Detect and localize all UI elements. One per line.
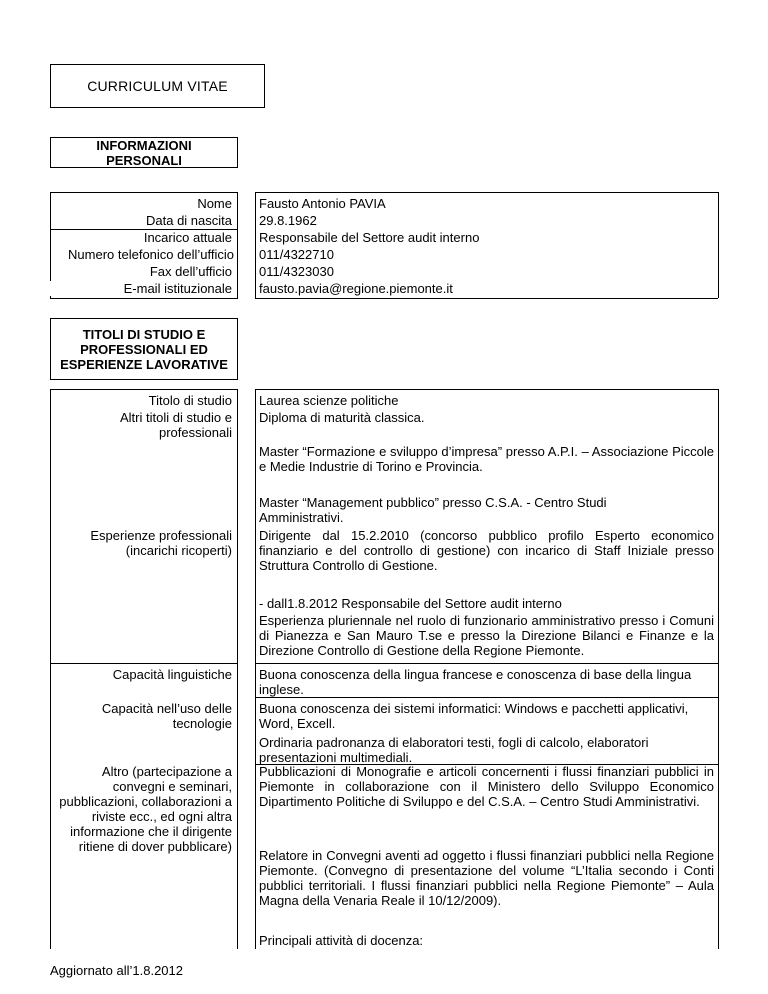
section-personal-text: INFORMAZIONI PERSONALI <box>96 137 192 168</box>
label-altri-titoli: Altri titoli di studio e professionali <box>120 410 232 440</box>
label-titolo: Titolo di studio <box>148 393 232 408</box>
value-incarico: Responsabile del Settore audit interno <box>259 230 480 245</box>
value-nome: Fausto Antonio PAVIA <box>259 196 386 211</box>
label-tecnologie: Capacità nell’uso delle tecnologie <box>101 701 232 731</box>
label-fax: Fax dell’ufficio <box>149 264 232 279</box>
row-divider-lingue-right <box>255 663 718 664</box>
value-email[interactable]: fausto.pavia@regione.piemonte.it <box>259 281 453 296</box>
table-top-left-border <box>50 192 238 193</box>
value-esperienze-3: Esperienza pluriennale nel ruolo di funzionario amministrativo presso i Comuni di Pianezza e San Mauro T.se e presso la Direzione Bilanci e Finanze e la Direzione Controllo di Gestione della Regione Piemonte. <box>259 613 714 658</box>
table-bottom-left-border <box>50 298 238 299</box>
label-altro: Altro (partecipazione a convegni e seminari, pubblicazioni, collaborazioni a riviste ecc., ed ogni altra informazione che il dirigente ritiene di dover pubblicare) <box>59 764 232 854</box>
value-esperienze-1: Dirigente dal 15.2.2010 (concorso pubblico profilo Esperto economico finanziario e del controllo di gestione) con incarico di Staff Iniziale presso Struttura Controllo di Gestione. <box>259 528 714 573</box>
value-lingue: Buona conoscenza della lingua francese e conoscenza di base della lingua inglese. <box>259 667 692 697</box>
row-divider-lingue-left <box>50 663 238 664</box>
value-esperienze-2: - dall1.8.2012 Responsabile del Settore audit interno <box>259 596 562 611</box>
label-incarico: Incarico attuale <box>143 230 232 245</box>
section-personal-header <box>50 137 238 168</box>
table-right-border <box>718 192 719 298</box>
table-mid-left-border <box>237 192 238 298</box>
label-nome: Nome <box>197 196 232 211</box>
table2-right-border <box>718 389 719 949</box>
table2-top-left-border <box>50 389 238 390</box>
value-altro-2: Relatore in Convegni aventi ad oggetto i flussi finanziari pubblici nella Regione Piemonte. (Convegno di presentazione del volume “L’Italia secondo i Conti pubblici territoriali. I flussi finanziari pubblici nella Regione Piemonte” – Aula Magna della Venaria Reale il 10/12/2009). <box>259 848 714 908</box>
section-titles-text: TITOLI DI STUDIO E PROFESSIONALI ED ESPERIENZE LAVORATIVE <box>60 326 228 372</box>
footer-updated: Aggiornato all’1.8.2012 <box>50 963 183 978</box>
table2-mid-left-border <box>237 389 238 949</box>
cv-title-text: CURRICULUM VITAE <box>87 78 228 94</box>
label-esperienze: Esperienze professionali (incarichi ricoperti) <box>90 528 232 558</box>
value-altro-3: Principali attività di docenza: <box>259 933 424 948</box>
label-email: E-mail istituzionale <box>50 281 232 296</box>
value-altri-titoli-1: Diploma di maturità classica. <box>259 410 425 425</box>
cv-title <box>50 64 265 108</box>
value-telefono: 011/4322710 <box>259 247 334 262</box>
value-tecnologie-2: Ordinaria padronanza di elaboratori testi, fogli di calcolo, elaboratori presentazioni multimediali. <box>259 735 649 765</box>
value-altri-titoli-2: Master “Formazione e sviluppo d’impresa” presso A.P.I. – Associazione Piccole e Medie Industrie di Torino e Provincia. <box>259 444 714 474</box>
section-titles-header <box>50 318 238 380</box>
label-lingue: Capacità linguistiche <box>112 667 232 682</box>
table-bottom-right-border <box>255 298 718 299</box>
value-data-nascita: 29.8.1962 <box>259 213 317 228</box>
value-altro-1: Pubblicazioni di Monografie e articoli concernenti i flussi finanziari pubblici in Piemonte in collaborazione con il Ministero dello Sviluppo Economico Dipartimento Politiche di Sviluppo e del C.S.A. – Centro Studi Amministrativi. <box>259 764 714 809</box>
label-telefono: Numero telefonico dell’ufficio <box>68 247 234 262</box>
table2-top-right-border <box>255 389 718 390</box>
table-top-right-border <box>255 192 718 193</box>
table2-mid-right-border <box>255 389 256 949</box>
row-divider-tecnologie <box>255 697 718 698</box>
label-data-nascita: Data di nascita <box>146 213 232 228</box>
table-mid-right-border <box>255 192 256 298</box>
value-titolo: Laurea scienze politiche <box>259 393 399 408</box>
value-fax: 011/4323030 <box>259 264 334 279</box>
value-tecnologie-1: Buona conoscenza dei sistemi informatici: Windows e pacchetti applicativi, Word, Excell. <box>259 701 689 731</box>
value-altri-titoli-3: Master “Management pubblico” presso C.S.A. - Centro Studi Amministrativi. <box>259 495 607 525</box>
